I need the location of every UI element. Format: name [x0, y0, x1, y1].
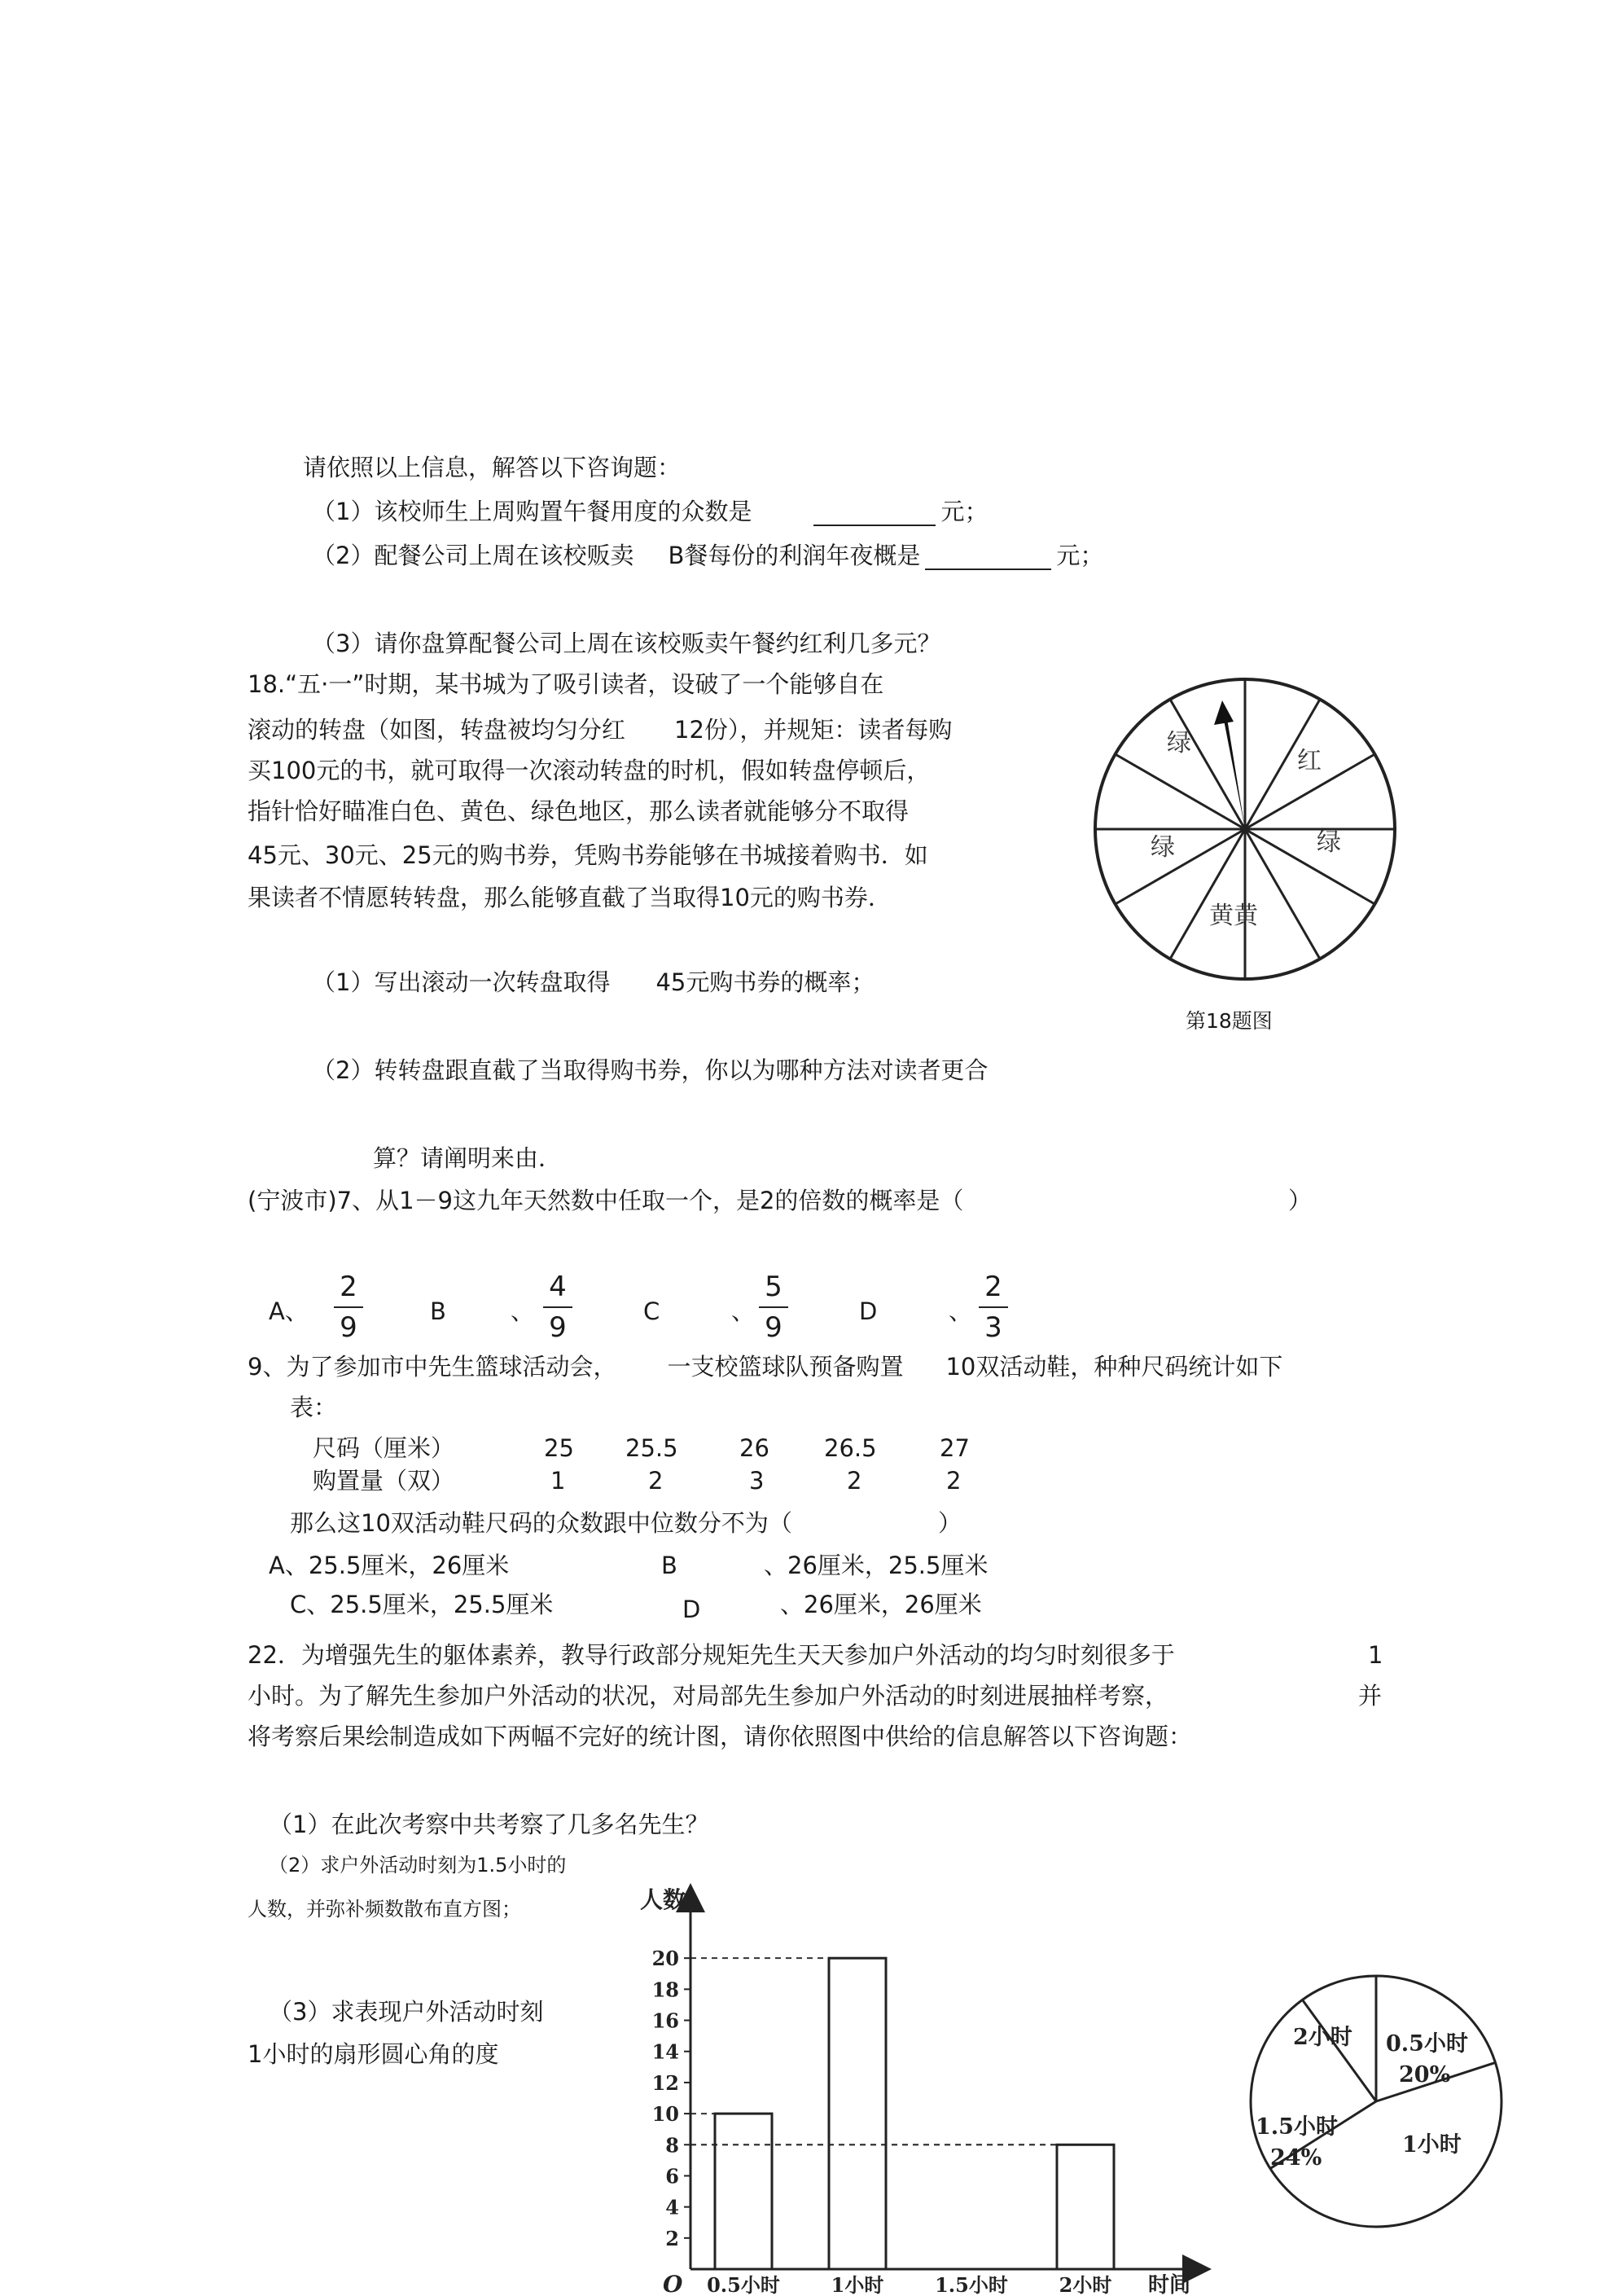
- q22-sub-2b: 人数，并弥补频数散布直方图；: [248, 1898, 521, 1921]
- q7-close: ）: [1288, 1187, 1313, 1214]
- q18-line-6: 果读者不情愿转转盘，那么能够直截了当取得10元的购书券．: [248, 884, 892, 911]
- x-category-label: 1小时: [831, 2273, 884, 2296]
- q22-sub-1: （1）在此次考察中共考察了几多名先生？: [269, 1811, 709, 1838]
- q18-line-3: 买100元的书，就可取得一次滚动转盘的时机，假如转盘停顿后，: [248, 757, 931, 784]
- option-c-sep: 、: [731, 1297, 756, 1325]
- q9-line-1c: 10双活动鞋，种种尺码统计如下: [945, 1353, 1283, 1381]
- fraction-b: [541, 1271, 574, 1344]
- intro-q2: [312, 541, 1103, 570]
- q22-line-1: 22．为增强先生的躯体素养，教导行政部分规矩先生天天参加户外活动的均匀时刻很多于: [248, 1641, 1175, 1669]
- option-b-sep: 、: [511, 1297, 535, 1325]
- pie-label-2h: 2小时: [1293, 2025, 1352, 2050]
- fraction-b-num: 4: [549, 1271, 567, 1303]
- fraction-a-num: 2: [340, 1271, 357, 1303]
- pie-label-05h: 0.5小时: [1386, 2031, 1468, 2057]
- wheel-label-green-2: 绿: [1151, 833, 1175, 862]
- x-category-label: 2小时: [1059, 2273, 1112, 2296]
- intro-line: 请依照以上信息，解答以下咨询题：: [303, 454, 682, 481]
- y-tick-label: 4: [665, 2195, 679, 2219]
- q9-option-c: C、25.5厘米，25.5厘米: [290, 1591, 554, 1618]
- intro-q3: （3）请你盘算配餐公司上周在该校贩卖午餐约红利几多元？: [312, 630, 941, 657]
- q9-option-a: A、25.5厘米，26厘米: [269, 1552, 510, 1579]
- fraction-c-num: 5: [765, 1271, 783, 1303]
- fraction-c: [757, 1271, 790, 1344]
- q9-option-b-label: B: [661, 1552, 677, 1579]
- intro-q2-text: （2）配餐公司上周在该校贩卖: [312, 542, 634, 569]
- x-category-label: 0.5小时: [707, 2273, 780, 2296]
- histogram-bar: [715, 2114, 772, 2269]
- fraction-b-den: 9: [549, 1311, 567, 1344]
- intro-q1: [312, 497, 988, 526]
- table-cell: 26: [739, 1434, 769, 1462]
- table-cell: 2: [847, 1467, 862, 1495]
- option-d-sep: 、: [949, 1297, 973, 1325]
- q18-line-2a: 滚动的转盘（如图，转盘被均匀分红: [248, 716, 626, 744]
- option-a-label: A、: [269, 1297, 309, 1325]
- table-cell: 2: [946, 1467, 962, 1495]
- q18-line-2: [248, 715, 952, 744]
- x-axis-label: 时间: [1148, 2273, 1191, 2296]
- q18-sub-2: （2）转转盘跟直截了当取得购书券，你以为哪种方法对读者更合: [312, 1056, 989, 1084]
- y-tick-label: 10: [651, 2102, 679, 2127]
- q9-option-d-label: D: [682, 1596, 701, 1623]
- intro-q1-unit: 元；: [940, 498, 989, 525]
- fraction-a: [332, 1271, 365, 1344]
- q9-line-1: [248, 1352, 1282, 1381]
- q22-sub-3b: 1小时的扇形圆心角的度: [248, 2040, 499, 2068]
- pie-slice-boundary: [1302, 2000, 1376, 2101]
- pie-label-1h: 1小时: [1402, 2132, 1462, 2158]
- pie-chart: [1230, 1963, 1523, 2240]
- q9-ask-close: ）: [938, 1509, 962, 1537]
- pointer-arrowhead: [1214, 700, 1234, 725]
- wheel-label-green-1: 绿: [1167, 729, 1191, 757]
- y-axis-label: 人数: [640, 1886, 686, 1913]
- wheel-label-red: 红: [1297, 747, 1322, 775]
- q9-option-d: 、26厘米，26厘米: [780, 1591, 982, 1618]
- option-d-label: D: [859, 1297, 878, 1325]
- y-tick-label: 8: [665, 2133, 679, 2158]
- q22-line-3: 将考察后果绘制造成如下两幅不完好的统计图，请你依照图中供给的信息解答以下咨询题：: [248, 1723, 1193, 1750]
- q7-stem: (宁波市)7、从1－9这九年天然数中任取一个，是2的倍数的概率是（: [248, 1187, 964, 1214]
- intro-q2-unit: 元；: [1056, 542, 1104, 569]
- q18-line-2b: 12份），并规矩：读者每购: [674, 716, 953, 744]
- origin-label: O: [663, 2271, 683, 2296]
- y-tick-label: 14: [651, 2039, 679, 2064]
- q22-sub-3a: （3）求表现户外活动时刻: [269, 1998, 544, 2026]
- table-row-size-head: 尺码（厘米）: [313, 1434, 455, 1462]
- q22-line-2-tail: 并: [1358, 1682, 1383, 1710]
- intro-q2-mid: B餐每份的利润年夜概是: [668, 542, 921, 569]
- table-cell: 2: [648, 1467, 664, 1495]
- q18-line-1: 18.“五·一”时期，某书城为了吸引读者，设破了一个能够自在: [248, 670, 884, 698]
- q9-ask: 那么这10双活动鞋尺码的众数跟中位数分不为（: [290, 1509, 792, 1537]
- table-cell: 3: [749, 1467, 765, 1495]
- table-row-count-head: 购置量（双）: [313, 1467, 455, 1495]
- q18-sub-1b: 45元购书券的概率；: [655, 968, 875, 996]
- fraction-c-den: 9: [765, 1311, 783, 1344]
- pie-label-15h: 1.5小时: [1256, 2114, 1338, 2140]
- q22-line-1-tail: 1: [1368, 1641, 1383, 1669]
- wheel-label-yellow: 黄黄: [1209, 902, 1258, 930]
- y-tick-label: 6: [665, 2164, 679, 2188]
- y-tick-label: 12: [651, 2070, 679, 2095]
- table-cell: 26.5: [824, 1434, 877, 1462]
- histogram-bar: [1057, 2145, 1114, 2269]
- pie-pct-05h: 20%: [1399, 2062, 1451, 2087]
- pie-pct-15h: 24%: [1270, 2145, 1322, 2171]
- fraction-a-den: 9: [340, 1311, 357, 1344]
- table-cell: 25: [544, 1434, 574, 1462]
- table-cell: 25.5: [625, 1434, 678, 1462]
- fraction-d-den: 3: [984, 1311, 1002, 1344]
- figure-caption: 第18题图: [1186, 1009, 1273, 1033]
- histogram-chart: [627, 1878, 1230, 2296]
- answer-blank[interactable]: [813, 502, 936, 526]
- y-tick-label: 18: [651, 1978, 679, 2002]
- option-c-label: C: [643, 1297, 660, 1325]
- y-tick-label: 16: [651, 2008, 679, 2033]
- q18-line-5: 45元、30元、25元的购书券，凭购书券能够在书城接着购书．如: [248, 841, 928, 869]
- intro-q1-text: （1）该校师生上周购置午餐用度的众数是: [312, 498, 752, 525]
- q18-sub-1a: （1）写出滚动一次转盘取得: [312, 968, 611, 996]
- table-cell: 27: [940, 1434, 970, 1462]
- y-tick-label: 20: [651, 1947, 679, 1971]
- fraction-d-num: 2: [984, 1271, 1002, 1303]
- q9-option-b: 、26厘米，25.5厘米: [764, 1552, 989, 1579]
- spinner-wheel: [1079, 666, 1421, 1008]
- wheel-label-green-3: 绿: [1317, 828, 1341, 857]
- histogram-bar: [829, 1958, 886, 2269]
- q9-line-1a: 9、为了参加市中先生篮球活动会，: [248, 1353, 617, 1381]
- q22-sub-2a: （2）求户外活动时刻为1.5小时的: [269, 1854, 567, 1877]
- q9-line-1b: 一支校篮球队预备购置: [667, 1353, 904, 1381]
- q18-line-4: 指针恰好瞄准白色、黄色、绿色地区，那么读者就能够分不取得: [248, 797, 910, 825]
- q18-sub-2b: 算？请阐明来由．: [373, 1144, 563, 1172]
- option-b-label: B: [430, 1297, 446, 1325]
- fraction-d: [977, 1271, 1010, 1344]
- answer-blank[interactable]: [925, 546, 1051, 570]
- q22-line-2: 小时。为了解先生参加户外活动的状况，对局部先生参加户外活动的时刻进展抽样考察，: [248, 1682, 1169, 1710]
- q9-line-2: 表：: [290, 1394, 338, 1421]
- x-category-label: 1.5小时: [935, 2273, 1008, 2296]
- q18-sub-1: [312, 968, 875, 997]
- table-cell: 1: [550, 1467, 566, 1495]
- y-tick-label: 2: [665, 2226, 679, 2250]
